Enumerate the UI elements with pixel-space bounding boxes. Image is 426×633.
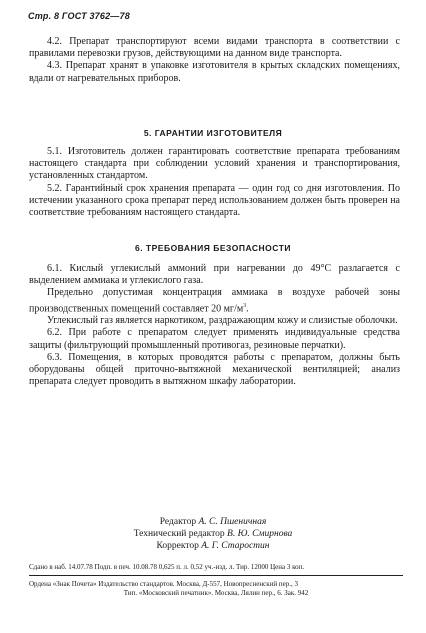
- credit-corrector: [0, 540, 426, 552]
- editor-name: А. С. Пшеничная: [198, 517, 267, 527]
- imprint-print-data: Сдано в наб. 14.07.78 Подп. в печ. 10.08.78 0,625 п. л. 0,52 уч.-изд. л. Тир. 12000 Цена 3 коп.: [29, 563, 305, 571]
- paragraph-5-1: 5.1. Изготовитель должен гарантировать соответствие препарата требованиям настоящего стандарта при соблюдении условий хранения и транспортирования, установленных стандартом.: [29, 146, 400, 182]
- unit-exponent: 3: [243, 302, 247, 309]
- tech-editor-name: В. Ю. Смирнова: [227, 529, 293, 539]
- paragraph-6-1-concentration: [29, 287, 400, 315]
- paragraph-5-2: 5.2. Гарантийный срок хранения препарата — один год со дня изготовления. По истечении указанного срока препарат перед использованием должен быть проверен на соответствие требованиям настоящего стандарта.: [29, 182, 400, 219]
- credit-editor: [0, 516, 426, 528]
- section-6-heading: 6. ТРЕБОВАНИЯ БЕЗОПАСНОСТИ: [134, 243, 292, 253]
- imprint-printer-line: Тип. «Московский печатник». Москва, Лялин пер., 6. Зак. 942: [123, 589, 309, 597]
- section-5-heading: 5. ГАРАНТИИ ИЗГОТОВИТЕЛЯ: [143, 128, 283, 138]
- imprint-divider: [29, 575, 403, 576]
- paragraph-6-3: 6.3. Помещения, в которых проводятся работы с препаратом, должны быть оборудованы общей приточно-вытяжной механической вентиляцией; анализ препарата следует проводить в вытяжном шкафу лаборатории.: [29, 351, 400, 388]
- paragraph-4-2: 4.2. Препарат транспортируют всеми видами транспорта в соответствии с правилами перевозки грузов, действующими на данном виде транспорта.: [29, 36, 400, 60]
- paragraph-6-1: 6.1. Кислый углекислый аммоний при нагревании до 49°С разлагается с выделением аммиака и углекислого газа.: [29, 263, 400, 287]
- paragraph-6-2: 6.2. При работе с препаратом следует применять индивидуальные средства защиты (фильтрующий промышленный противогаз, резиновые перчатки).: [29, 327, 400, 351]
- credit-tech-editor: [0, 528, 426, 540]
- paragraph-6-1-co2: Углекислый газ является наркотиком, раздражающим кожу и слизистые оболочки.: [47, 315, 398, 327]
- concentration-text: Предельно допустимая концентрация аммиака в воздухе рабочей зоны производственных помещений составляет 20 мг/м: [29, 287, 400, 314]
- section-5-text: [29, 146, 400, 219]
- section-4-text: [29, 36, 400, 85]
- imprint-publisher: [29, 580, 403, 598]
- imprint-publisher-line: Ордена «Знак Почета» Издательство стандартов. Москва, Д-557, Новопресненский пер., 3: [29, 580, 298, 588]
- editorial-credits: [0, 516, 426, 552]
- concentration-end: .: [246, 302, 249, 314]
- section-6-text: [29, 263, 400, 388]
- page-header: Стр. 8 ГОСТ 3762—78: [28, 11, 130, 21]
- corrector-name: А. Г. Старостин: [201, 541, 270, 551]
- paragraph-4-3: 4.3. Препарат хранят в упаковке изготовителя в крытых складских помещениях, вдали от нагревательных приборов.: [29, 60, 400, 84]
- corrector-role: Корректор: [156, 541, 199, 551]
- tech-editor-role: Технический редактор: [133, 529, 225, 539]
- editor-role: Редактор: [159, 517, 197, 527]
